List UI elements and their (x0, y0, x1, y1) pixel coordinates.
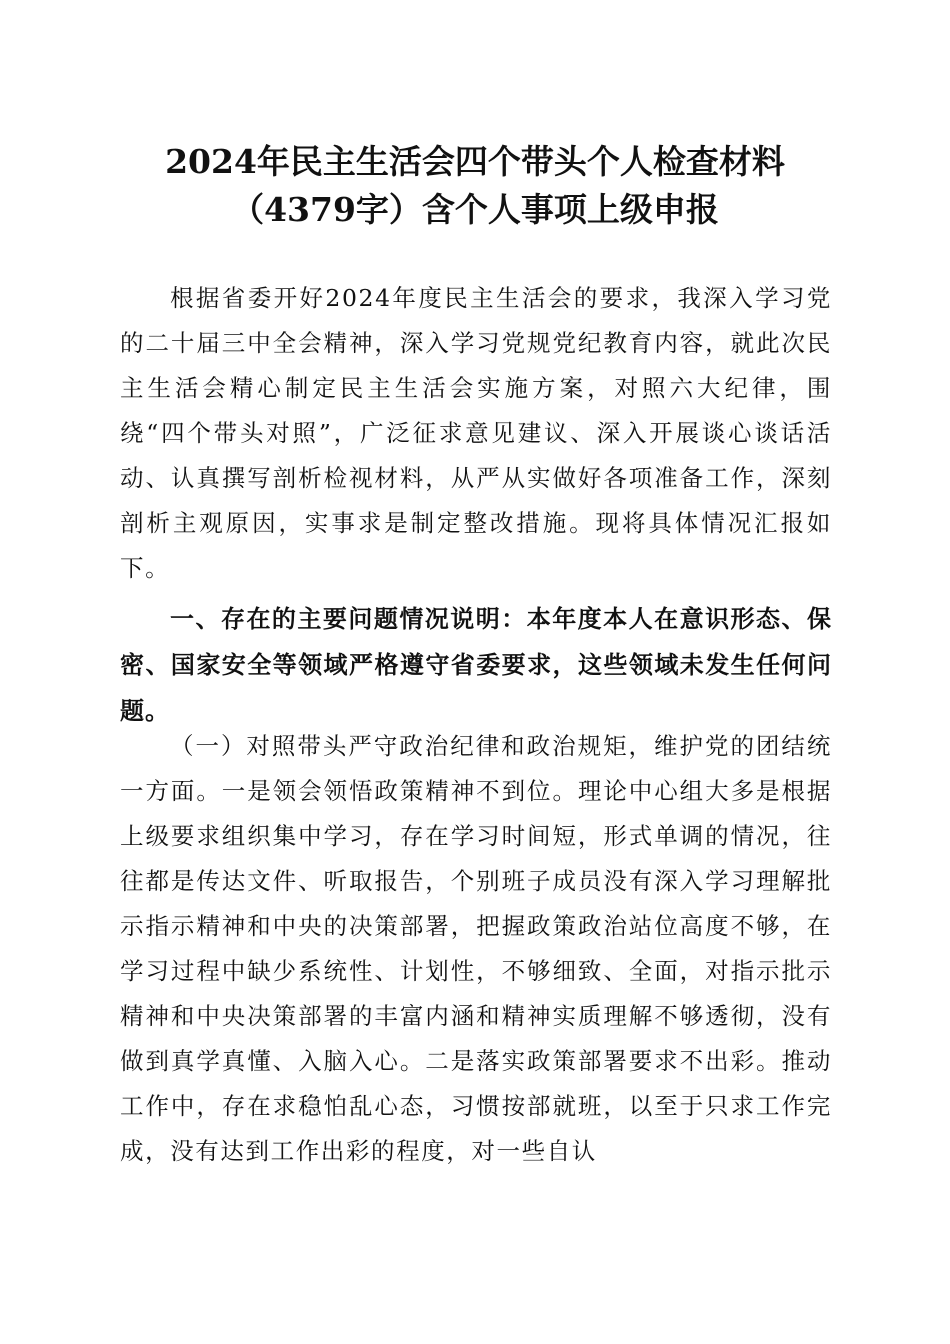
intro-paragraph: 根据省委开好2024年度民主生活会的要求，我深入学习党的二十届三中全会精神，深入学习党规党纪教育内容，就此次民主生活会精心制定民主生活会实施方案，对照六大纪律，围绕“四个带头对照”，广泛征求意见建议、深入开展谈心谈话活动、认真撰写剖析检视材料，从严从实做好各项准备工作，深刻剖析主观原因，实事求是制定整改措施。现将具体情况汇报如下。 (120, 284, 832, 582)
document-title-line-1: 2024年民主生活会四个带头个人检查材料 (165, 142, 785, 181)
subsection-1-paragraph: （一）对照带头严守政治纪律和政治规矩，维护党的团结统一方面。一是领会领悟政策精神不到位。理论中心组大多是根据上级要求组织集中学习，存在学习时间短，形式单调的情况，往往都是传达文件、听取报告，个别班子成员没有深入学习理解批示指示精神和中央的决策部署，把握政策政治站位高度不够，在学习过程中缺少系统性、计划性，不够细致、全面，对指示批示精神和中央决策部署的丰富内涵和精神实质理解不够透彻，没有做到真学真懂、入脑入心。二是落实政策部署要求不出彩。推动工作中，存在求稳怕乱心态，习惯按部就班，以至于只求工作完成，没有达到工作出彩的程度，对一些自认 (120, 732, 832, 1165)
document-title-line-2: （4379字）含个人事项上级申报 (231, 190, 719, 229)
section-1-heading: 一、存在的主要问题情况说明：本年度本人在意识形态、保密、国家安全等领域严格遵守省委要求，这些领域未发生任何问题。 (120, 605, 832, 725)
